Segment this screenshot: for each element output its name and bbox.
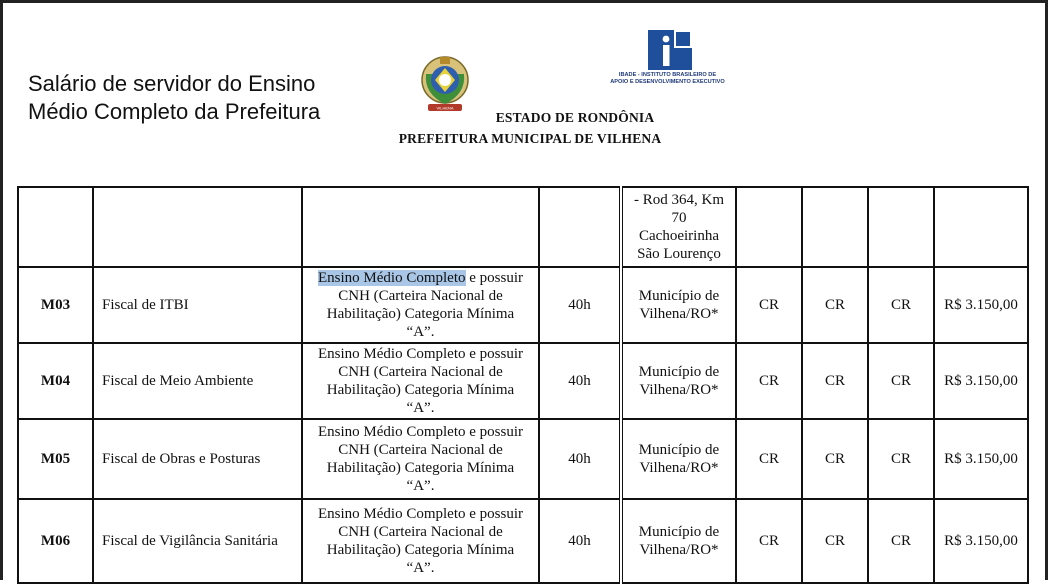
cell-requirement: [302, 419, 539, 499]
location-line: - Rod 364, Km: [634, 192, 724, 208]
cell-vacancy: CR: [868, 419, 934, 499]
ibade-line-2: APOIO E DESENVOLVIMENTO EXECUTIVO: [610, 79, 725, 85]
table-row: [18, 419, 1028, 499]
cell-salary: [934, 187, 1028, 267]
positions-table: [17, 186, 1029, 584]
requirement-text: e possuir: [465, 270, 523, 286]
requirement-line-1: Ensino Médio Completo e possuir: [318, 424, 523, 440]
ibade-i-icon: [648, 30, 692, 70]
cell-salary: R$ 3.150,00: [934, 499, 1028, 583]
cell-hours: [539, 187, 621, 267]
location-line: 70: [671, 210, 687, 226]
requirement-line-4: “A”.: [406, 324, 435, 340]
requirement-line-2: CNH (Carteira Nacional de: [338, 364, 503, 380]
requirement-line-4: “A”.: [406, 400, 435, 416]
cell-title: Fiscal de Vigilância Sanitária: [93, 499, 302, 583]
cell-vacancy: CR: [736, 343, 802, 419]
cell-title: Fiscal de Obras e Posturas: [93, 419, 302, 499]
table-row-top: [18, 187, 1028, 267]
cell-vacancy: [736, 187, 802, 267]
cell-code: M05: [18, 419, 93, 499]
cell-location: [621, 419, 736, 499]
state-heading: ESTADO DE RONDÔNIA: [495, 110, 655, 125]
requirement-line-3: Habilitação) Categoria Mínima: [326, 542, 515, 558]
cell-salary: R$ 3.150,00: [934, 343, 1028, 419]
cell-vacancy: CR: [802, 419, 868, 499]
vilhena-crest-icon: [416, 54, 474, 114]
cell-vacancy: CR: [736, 267, 802, 343]
cell-hours: 40h: [539, 499, 621, 583]
location-line: Vilhena/RO*: [639, 460, 719, 476]
cell-vacancy: CR: [736, 419, 802, 499]
cell-vacancy: [868, 187, 934, 267]
highlighted-text: Ensino Médio Completo: [318, 270, 466, 286]
cell-salary: R$ 3.150,00: [934, 267, 1028, 343]
cell-location: [621, 499, 736, 583]
cell-salary: R$ 3.150,00: [934, 419, 1028, 499]
cell-location: [621, 343, 736, 419]
requirement-line-1: Ensino Médio Completo e possuir: [318, 506, 523, 522]
caption-line-1: Salário de servidor do Ensino: [28, 71, 316, 96]
cell-code: M06: [18, 499, 93, 583]
ibade-line-1: IBADE - INSTITUTO BRASILEIRO DE: [618, 72, 717, 78]
requirement-line-3: Habilitação) Categoria Mínima: [326, 382, 515, 398]
cell-title: Fiscal de Meio Ambiente: [93, 343, 302, 419]
cell-requirement: [302, 343, 539, 419]
cell-requirement: [302, 187, 539, 267]
cell-code: [18, 187, 93, 267]
cell-hours: 40h: [539, 419, 621, 499]
table-row: [18, 499, 1028, 583]
location-line: Vilhena/RO*: [639, 382, 719, 398]
cell-vacancy: [802, 187, 868, 267]
cell-vacancy: CR: [868, 499, 934, 583]
location-line: Cachoeirinha: [639, 228, 719, 244]
cell-title: Fiscal de ITBI: [93, 267, 302, 343]
requirement-line-4: “A”.: [406, 478, 435, 494]
requirement-line-2: CNH (Carteira Nacional de: [338, 288, 503, 304]
cell-code: M03: [18, 267, 93, 343]
location-line: Vilhena/RO*: [639, 306, 719, 322]
cell-vacancy: CR: [802, 343, 868, 419]
location-line: Vilhena/RO*: [639, 542, 719, 558]
requirement-line-3: Habilitação) Categoria Mínima: [326, 460, 515, 476]
cell-vacancy: CR: [868, 267, 934, 343]
cell-location: [621, 267, 736, 343]
location-line: Município de: [638, 288, 720, 304]
cell-hours: 40h: [539, 343, 621, 419]
requirement-line-1: [307, 269, 534, 287]
table-row: [18, 343, 1028, 419]
cell-requirement: [302, 499, 539, 583]
requirement-line-2: CNH (Carteira Nacional de: [338, 524, 503, 540]
location-line: Município de: [638, 442, 720, 458]
location-line: Município de: [638, 364, 720, 380]
location-line: Município de: [638, 524, 720, 540]
requirement-line-2: CNH (Carteira Nacional de: [338, 442, 503, 458]
cell-vacancy: CR: [868, 343, 934, 419]
requirement-line-1: Ensino Médio Completo e possuir: [318, 346, 523, 362]
prefecture-heading: PREFEITURA MUNICIPAL DE VILHENA: [398, 131, 662, 146]
table-row: [18, 267, 1028, 343]
cell-code: M04: [18, 343, 93, 419]
location-line: São Lourenço: [637, 246, 721, 262]
requirement-line-3: Habilitação) Categoria Mínima: [326, 306, 515, 322]
crest-banner-text: VILHENA: [436, 105, 454, 111]
cell-vacancy: CR: [802, 267, 868, 343]
cell-requirement: [302, 267, 539, 343]
cell-location: [621, 187, 736, 267]
requirement-line-4: “A”.: [406, 560, 435, 576]
caption-line-2: Médio Completo da Prefeitura: [28, 99, 321, 124]
cell-title: [93, 187, 302, 267]
caption: [28, 70, 320, 126]
cell-vacancy: CR: [802, 499, 868, 583]
ibade-logo-text: [605, 72, 730, 86]
cell-vacancy: CR: [736, 499, 802, 583]
cell-hours: 40h: [539, 267, 621, 343]
ibade-logo: [605, 28, 730, 88]
